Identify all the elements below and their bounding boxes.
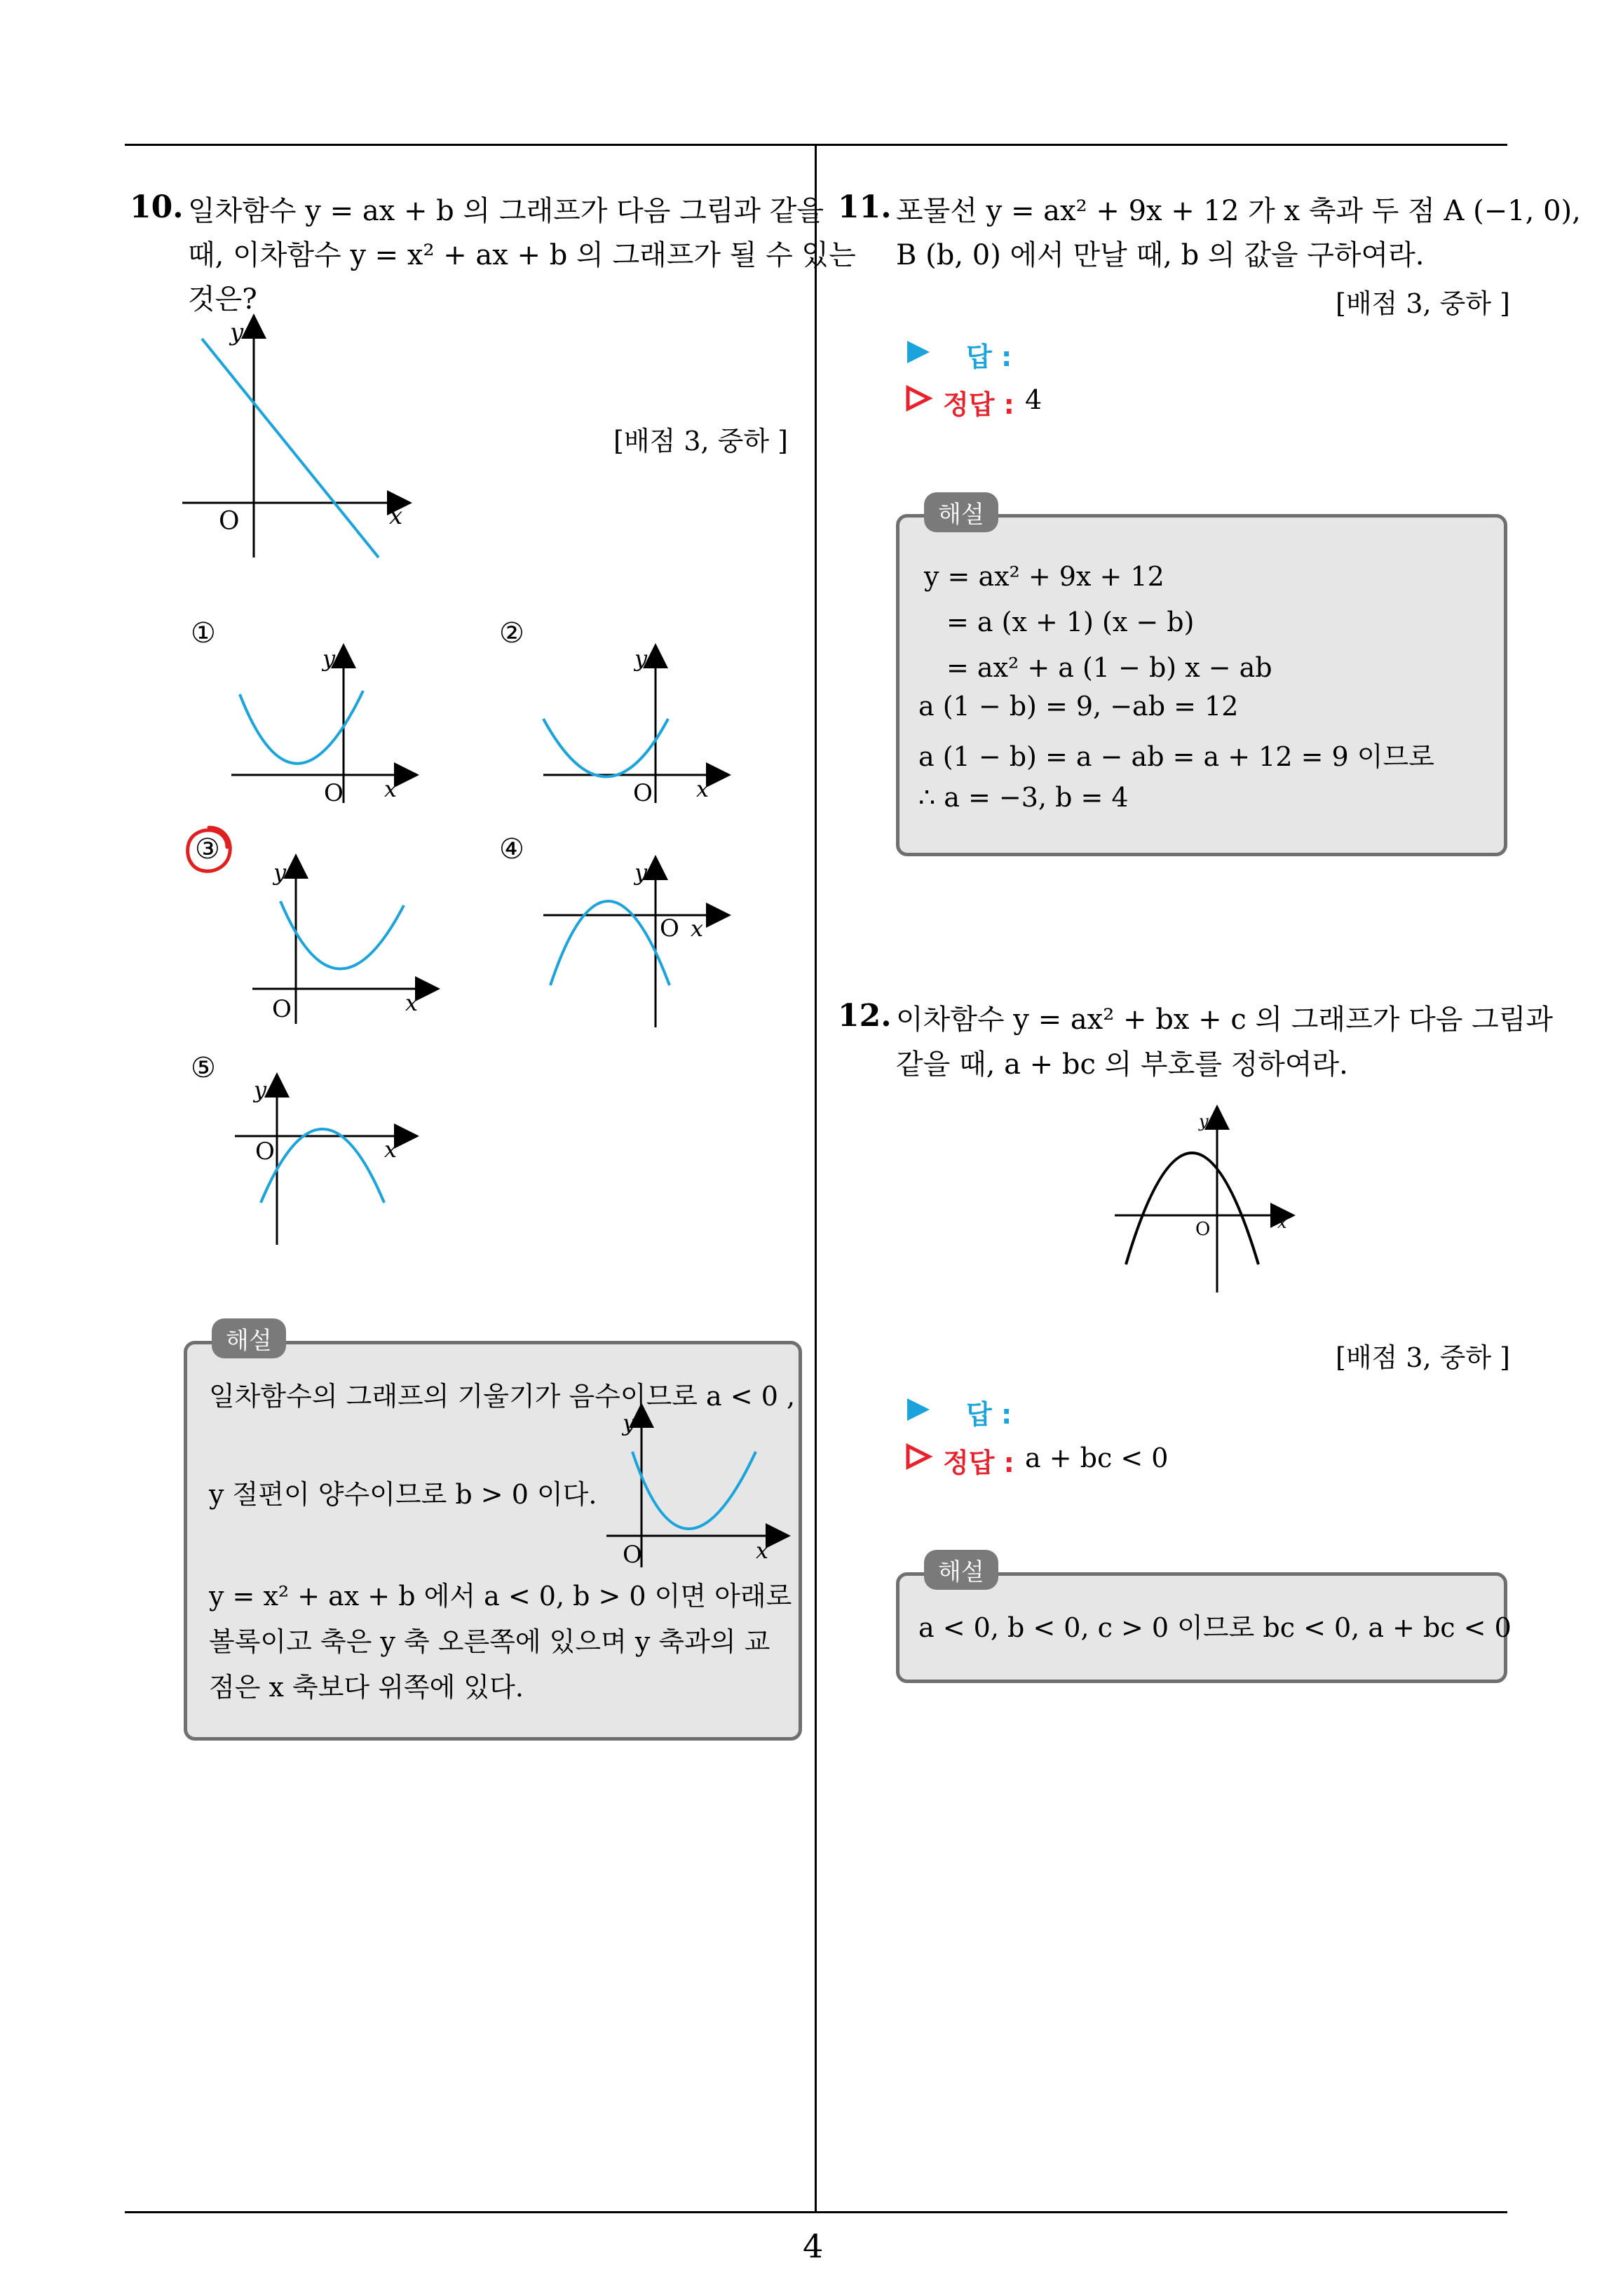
q10-explain-line2: y 절편이 양수이므로 b > 0 이다. xyxy=(209,1479,597,1510)
svg-text:y: y xyxy=(634,645,648,672)
q10-explain-line1: 일차함수의 그래프의 기울기가 음수이므로 a < 0 , xyxy=(209,1381,796,1412)
choice-2-mark[interactable]: ② xyxy=(499,617,524,649)
question-10-line1: 일차함수 y = ax + b 의 그래프가 다음 그림과 같을 xyxy=(188,195,824,227)
q10-explain-line3: y = x² + ax + b 에서 a < 0, b > 0 이면 아래로 xyxy=(209,1581,792,1612)
page-number: 4 xyxy=(803,2227,824,2265)
answer-play-icon xyxy=(904,1396,932,1424)
q10-explanation-tag: 해설 xyxy=(212,1318,286,1358)
q12-correct-label: 정답 : xyxy=(943,1447,1014,1478)
q10-explain-line5: 점은 x 축보다 위쪽에 있다. xyxy=(209,1672,524,1703)
question-11-number: 11. xyxy=(838,189,892,225)
question-10-score: [배점 3, 중하 ] xyxy=(613,426,788,457)
svg-text:y: y xyxy=(254,1076,267,1103)
svg-text:x: x xyxy=(696,776,709,802)
question-11-score: [배점 3, 중하 ] xyxy=(1336,288,1510,319)
q11-explain-line4: a (1 − b) = 9, −ab = 12 xyxy=(918,691,1239,722)
choice-3-mark[interactable]: ③ xyxy=(195,833,220,865)
choice-2-graph xyxy=(536,645,733,807)
choice-3-graph xyxy=(245,859,442,1027)
svg-text:O: O xyxy=(633,779,653,807)
q10-linear-graph xyxy=(175,319,428,572)
svg-text:x: x xyxy=(1277,1213,1287,1232)
q12-explanation-tag: 해설 xyxy=(924,1550,998,1590)
svg-text:x: x xyxy=(384,776,398,802)
question-12-score: [배점 3, 중하 ] xyxy=(1336,1342,1510,1373)
q10-explain-line4: 볼록이고 축은 y 축 오른쪽에 있으며 y 축과의 교 xyxy=(209,1626,770,1657)
svg-text:x: x xyxy=(691,915,704,942)
svg-text:O: O xyxy=(255,1137,275,1166)
correct-answer-icon xyxy=(904,384,932,412)
q11-explain-line5: a (1 − b) = a − ab = a + 12 = 9 이므로 xyxy=(918,741,1434,772)
origin-label: O xyxy=(219,507,240,536)
choice-4-graph xyxy=(536,859,733,1027)
svg-text:x: x xyxy=(405,990,419,1016)
svg-text:y: y xyxy=(273,859,287,886)
svg-text:O: O xyxy=(1195,1219,1211,1240)
choice-5-mark[interactable]: ⑤ xyxy=(191,1052,216,1084)
q12-answer-label: 답 : xyxy=(966,1399,1012,1430)
question-12-line2: 같을 때, a + bc 의 부호를 정하여라. xyxy=(896,1048,1348,1081)
choice-5-graph xyxy=(224,1076,421,1245)
question-10-line3: 것은? xyxy=(188,283,257,316)
answer-play-icon xyxy=(904,338,932,366)
q12-parabola-graph xyxy=(1115,1112,1304,1301)
column-divider xyxy=(815,144,817,2213)
svg-text:x: x xyxy=(756,1537,769,1564)
question-12-line1: 이차함수 y = ax² + bx + c 의 그래프가 다음 그림과 xyxy=(896,1004,1553,1036)
bottom-rule xyxy=(125,2211,1507,2213)
svg-text:x: x xyxy=(384,1136,398,1163)
question-12-number: 12. xyxy=(838,998,892,1034)
axis-y-label: y xyxy=(230,318,244,346)
q10-explain-graph xyxy=(603,1410,785,1578)
svg-text:y: y xyxy=(634,859,648,886)
choice-4-mark[interactable]: ④ xyxy=(499,833,524,865)
q12-explain-line1: a < 0, b < 0, c > 0 이므로 bc < 0, a + bc < 0 xyxy=(918,1612,1512,1643)
svg-text:O: O xyxy=(324,779,344,807)
svg-text:y: y xyxy=(623,1410,636,1436)
q11-explain-line3: = ax² + a (1 − b) x − ab xyxy=(946,652,1272,683)
axis-x-label: x xyxy=(389,502,403,530)
q11-explain-line6: ∴ a = −3, b = 4 xyxy=(918,782,1129,813)
q12-correct-value: a + bc < 0 xyxy=(1025,1443,1169,1473)
q11-answer-label: 답 : xyxy=(966,342,1012,372)
q11-explain-line2: = a (x + 1) (x − b) xyxy=(946,607,1195,637)
correct-answer-icon xyxy=(904,1443,932,1471)
question-11-line1: 포물선 y = ax² + 9x + 12 가 x 축과 두 점 A (−1, 0), xyxy=(896,195,1581,227)
q11-correct-value: 4 xyxy=(1025,384,1043,415)
svg-text:y: y xyxy=(1199,1112,1209,1131)
choice-1-mark[interactable]: ① xyxy=(191,617,216,649)
q11-correct-label: 정답 : xyxy=(943,389,1014,420)
svg-text:O: O xyxy=(272,995,292,1023)
choice-1-graph xyxy=(224,645,421,807)
question-10-line2: 때, 이차함수 y = x² + ax + b 의 그래프가 될 수 있는 xyxy=(188,239,856,271)
svg-text:y: y xyxy=(322,645,336,672)
question-10-number: 10. xyxy=(130,189,184,225)
selected-answer-circle-icon xyxy=(181,822,237,878)
q11-explain-line1: y = ax² + 9x + 12 xyxy=(924,561,1164,592)
svg-text:O: O xyxy=(623,1541,642,1569)
svg-text:O: O xyxy=(660,914,679,943)
question-11-line2: B (b, 0) 에서 만날 때, b 의 값을 구하여라. xyxy=(896,239,1425,271)
q11-explanation-tag: 해설 xyxy=(924,492,998,532)
